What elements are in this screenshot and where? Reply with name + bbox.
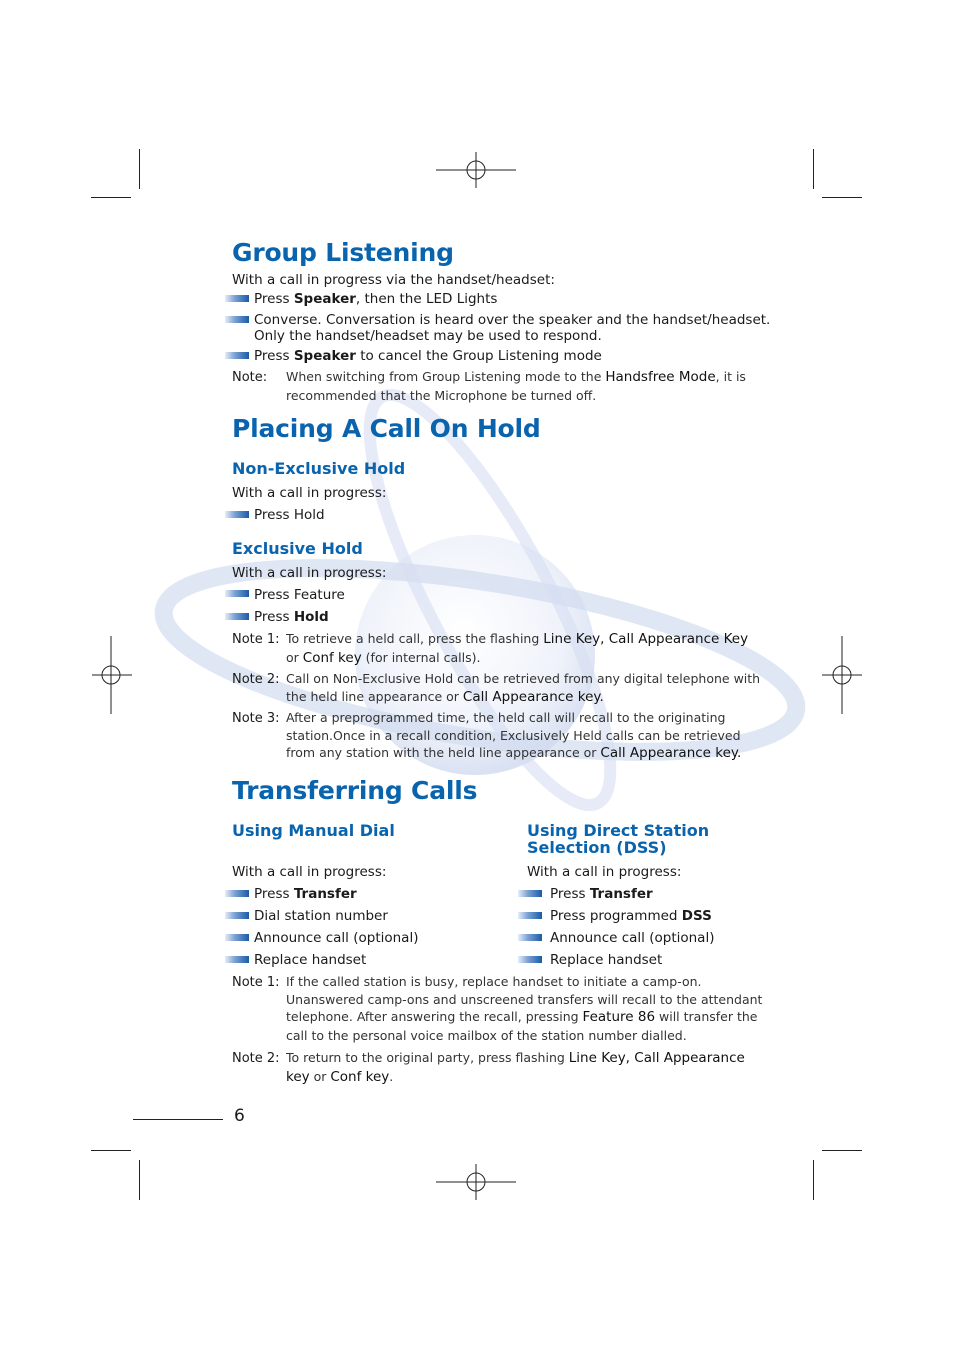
hold-note-2: Call on Non-Exclusive Hold can be retrieved from any digital telephone with the held line appearance or Call Appearance key. [286, 671, 761, 705]
bullet-icon [225, 956, 249, 963]
registration-mark-top [436, 148, 516, 192]
manual-step-4: Replace handset [254, 952, 367, 968]
transfer-note-1: If the called station is busy, replace handset to initiate a camp-on. Unanswered camp-ons and unscreened transfers will recall to the attendant telephone. After answering the recall, pressing Feature 86 will transfer the call to the personal voice mailbox of the station number dialled. [286, 974, 763, 1043]
dss-step-3: Announce call (optional) [550, 930, 715, 946]
bullet-icon [225, 511, 249, 518]
group-listening-step-2-cont: Only the handset/headset may be used to respond. [254, 328, 602, 344]
exclusive-intro: With a call in progress: [232, 565, 387, 581]
bullet-icon [225, 590, 249, 597]
note-label: Note 2: [232, 1051, 280, 1066]
registration-mark-bottom [436, 1160, 516, 1204]
manual-step-1: Press Transfer [254, 886, 357, 902]
transfer-heading: Transferring Calls [232, 776, 478, 805]
dss-step-1: Press Transfer [550, 886, 653, 902]
manual-step-2: Dial station number [254, 908, 388, 924]
non-exclusive-step-1: Press Hold [254, 507, 325, 523]
exclusive-step-1: Press Feature [254, 587, 345, 603]
non-exclusive-intro: With a call in progress: [232, 485, 387, 501]
manual-step-3: Announce call (optional) [254, 930, 419, 946]
exclusive-hold-heading: Exclusive Hold [232, 539, 363, 558]
note-label: Note: [232, 370, 268, 385]
dss-heading: Using Direct Station Selection (DSS) [527, 821, 710, 857]
bullet-icon [518, 890, 542, 897]
dss-step-4: Replace handset [550, 952, 663, 968]
non-exclusive-hold-heading: Non-Exclusive Hold [232, 459, 406, 478]
bullet-icon [225, 352, 249, 359]
footer-rule [133, 1119, 223, 1120]
group-listening-heading: Group Listening [232, 238, 454, 267]
bullet-icon [518, 956, 542, 963]
bullet-icon [225, 613, 249, 620]
manual-intro: With a call in progress: [232, 864, 387, 880]
note-label: Note 2: [232, 672, 280, 687]
note-label: Note 3: [232, 711, 280, 726]
page-number: 6 [234, 1106, 245, 1126]
registration-mark-right [822, 636, 862, 714]
bullet-icon [225, 934, 249, 941]
hold-heading: Placing A Call On Hold [232, 414, 541, 443]
group-listening-step-2: Converse. Conversation is heard over the speaker and the handset/headset. [254, 312, 771, 328]
note-label: Note 1: [232, 632, 280, 647]
manual-dial-heading: Using Manual Dial [232, 821, 395, 840]
dss-step-2: Press programmed DSS [550, 908, 712, 924]
hold-note-1: To retrieve a held call, press the flashing Line Key, Call Appearance Key or Conf key (for internal calls). [286, 631, 749, 666]
bullet-icon [518, 912, 542, 919]
registration-mark-left [92, 636, 132, 714]
bullet-icon [225, 912, 249, 919]
note-label: Note 1: [232, 975, 280, 990]
bullet-icon [225, 890, 249, 897]
group-listening-intro: With a call in progress via the handset/headset: [232, 272, 555, 288]
group-listening-step-1: Press Speaker, then the LED Lights [254, 291, 498, 307]
group-listening-note: When switching from Group Listening mode to the Handsfree Mode, it is recommended that the Microphone be turned off. [286, 369, 746, 403]
dss-intro: With a call in progress: [527, 864, 682, 880]
bullet-icon [518, 934, 542, 941]
bullet-icon [225, 295, 249, 302]
transfer-note-2: To return to the original party, press flashing Line Key, Call Appearance key or Conf key. [286, 1050, 745, 1085]
bullet-icon [225, 316, 249, 323]
hold-note-3: After a preprogrammed time, the held call will recall to the originating station.Once in a recall condition, Exclusively Held calls can be retrieved from any station with the held line appearance or Call Appearance key. [286, 710, 742, 761]
exclusive-step-2: Press Hold [254, 609, 329, 625]
group-listening-step-3: Press Speaker to cancel the Group Listening mode [254, 348, 602, 364]
